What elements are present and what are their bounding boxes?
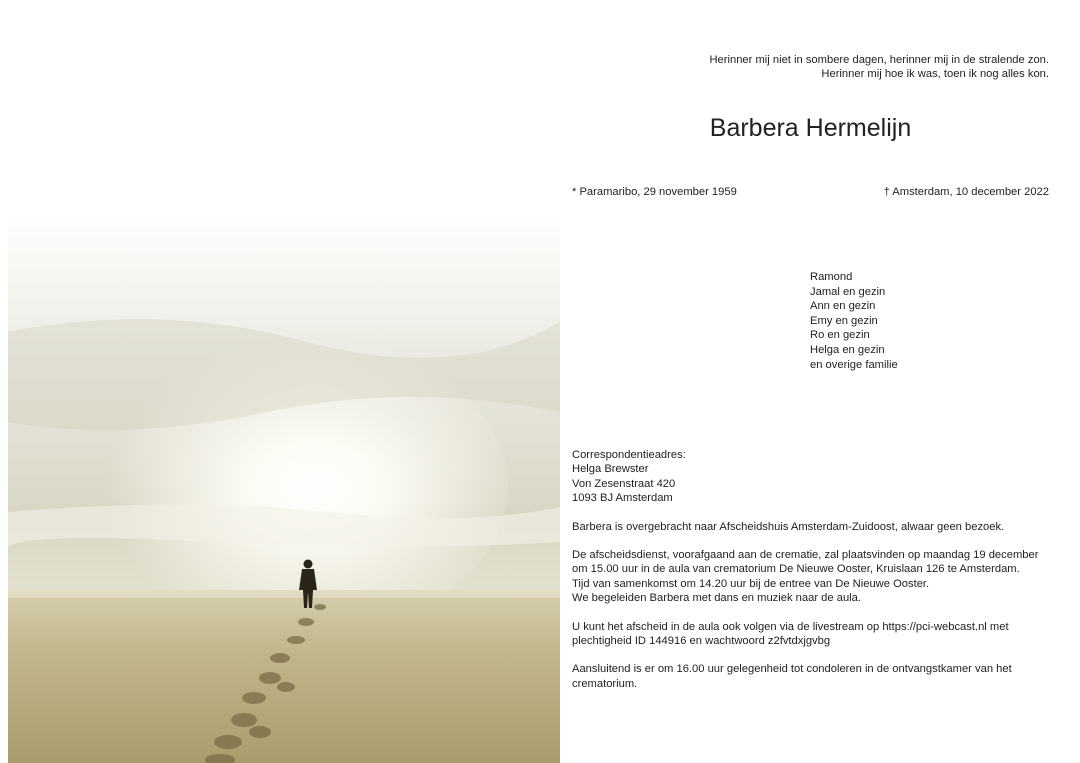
family-member: Emy en gezin [810,314,878,327]
memorial-photo [8,212,560,763]
birth-date: * Paramaribo, 29 november 1959 [572,186,737,198]
family-member: Helga en gezin [810,343,885,356]
condolence-paragraph: Aansluitend is er om 16.00 uur gelegenheid tot condoleren in de ontvangstkamer van het crematorium. [572,663,1012,690]
announcement-body [572,448,1049,705]
walking-figure-illustration [8,212,560,763]
deceased-name: Barbera Hermelijn [709,114,912,142]
quote-line-2: Herinner mij hoe ik was, toen ik nog alles kon. [821,68,1049,80]
life-dates [572,185,1049,199]
memorial-quote [572,53,1049,81]
quote-line-1: Herinner mij niet in sombere dagen, herinner mij in de stralende zon. [709,54,1049,66]
family-member: Ann en gezin [810,300,876,313]
dance-music-note: We begeleiden Barbera met dans en muziek naar de aula. [572,592,861,605]
correspondence-street: Von Zesenstraat 420 [572,477,676,490]
family-list [810,270,898,372]
service-paragraph [572,548,1049,606]
death-date: † Amsterdam, 10 december 2022 [883,186,1049,198]
transfer-paragraph: Barbera is overgebracht naar Afscheidshuis Amsterdam-Zuidoost, alwaar geen bezoek. [572,520,1005,533]
correspondence-heading: Correspondentieadres: [572,449,686,461]
gathering-time: Tijd van samenkomst om 14.20 uur bij de entree van De Nieuwe Ooster. [572,577,930,590]
family-member: en overige familie [810,358,898,371]
correspondence-city: 1093 BJ Amsterdam [572,492,673,505]
family-member: Ramond [810,271,853,283]
family-member: Jamal en gezin [810,285,886,298]
service-details: De afscheidsdienst, voorafgaand aan de crematie, zal plaatsvinden op maandag 19 december om 15.00 uur in de aula van crematorium De Nieuwe Ooster, Kruislaan 126 te Amsterdam. [572,549,1039,576]
correspondence-address [572,448,1049,506]
livestream-paragraph: U kunt het afscheid in de aula ook volgen via de livestream op https://pci-webcast.nl met plechtigheid ID 144916 en wachtwoord z2fvtdxjgvbg [572,620,1009,648]
family-member: Ro en gezin [810,329,870,342]
correspondence-name: Helga Brewster [572,463,649,476]
